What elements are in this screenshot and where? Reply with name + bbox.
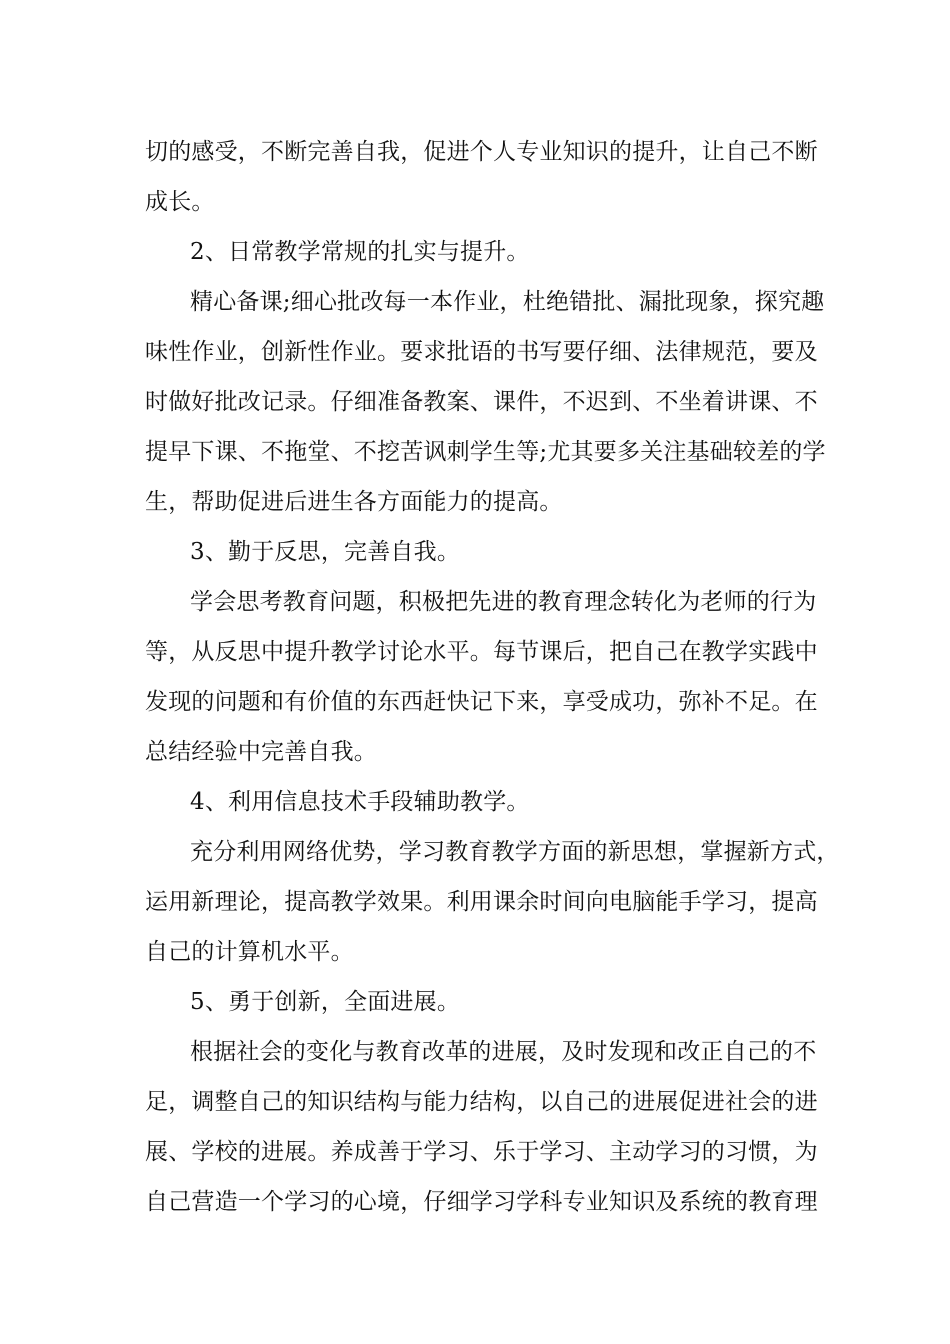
text-line: 总结经验中完善自我。 <box>145 739 377 765</box>
text-line: 运用新理论，提高教学效果。利用课余时间向电脑能手学习，提高 <box>145 889 818 915</box>
text-line: 自己营造一个学习的心境，仔细学习学科专业知识及系统的教育理 <box>145 1189 818 1215</box>
section-heading: 4、利用信息技术手段辅助教学。 <box>190 789 530 815</box>
text-line: 生，帮助促进后进生各方面能力的提高。 <box>145 489 563 515</box>
text-line: 味性作业，创新性作业。要求批语的书写要仔细、法律规范，要及 <box>145 339 818 365</box>
section-heading: 2、日常教学常规的扎实与提升。 <box>190 239 530 265</box>
text-line: 根据社会的变化与教育改革的进展，及时发现和改正自己的不 <box>190 1039 817 1065</box>
text-line: 发现的问题和有价值的东西赶快记下来，享受成功，弥补不足。在 <box>145 689 818 715</box>
text-line: 成长。 <box>145 189 215 215</box>
text-line: 切的感受，不断完善自我，促进个人专业知识的提升，让自己不断 <box>145 139 818 165</box>
text-line: 充分利用网络优势，学习教育教学方面的新思想，掌握新方式， <box>190 839 840 865</box>
text-line: 学会思考教育问题，积极把先进的教育理念转化为老师的行为 <box>190 589 817 615</box>
section-heading: 5、勇于创新，全面进展。 <box>190 989 461 1015</box>
text-line: 等，从反思中提升教学讨论水平。每节课后，把自己在教学实践中 <box>145 639 818 665</box>
section-heading: 3、勤于反思，完善自我。 <box>190 539 461 565</box>
text-line: 精心备课;细心批改每一本作业，杜绝错批、漏批现象，探究趣 <box>190 289 825 315</box>
text-line: 足，调整自己的知识结构与能力结构，以自己的进展促进社会的进 <box>145 1089 818 1115</box>
text-line: 提早下课、不拖堂、不挖苦讽刺学生等;尤其要多关注基础较差的学 <box>145 439 826 465</box>
text-line: 展、学校的进展。养成善于学习、乐于学习、主动学习的习惯，为 <box>145 1139 818 1165</box>
text-line: 自己的计算机水平。 <box>145 939 354 965</box>
text-line: 时做好批改记录。仔细准备教案、课件，不迟到、不坐着讲课、不 <box>145 389 818 415</box>
